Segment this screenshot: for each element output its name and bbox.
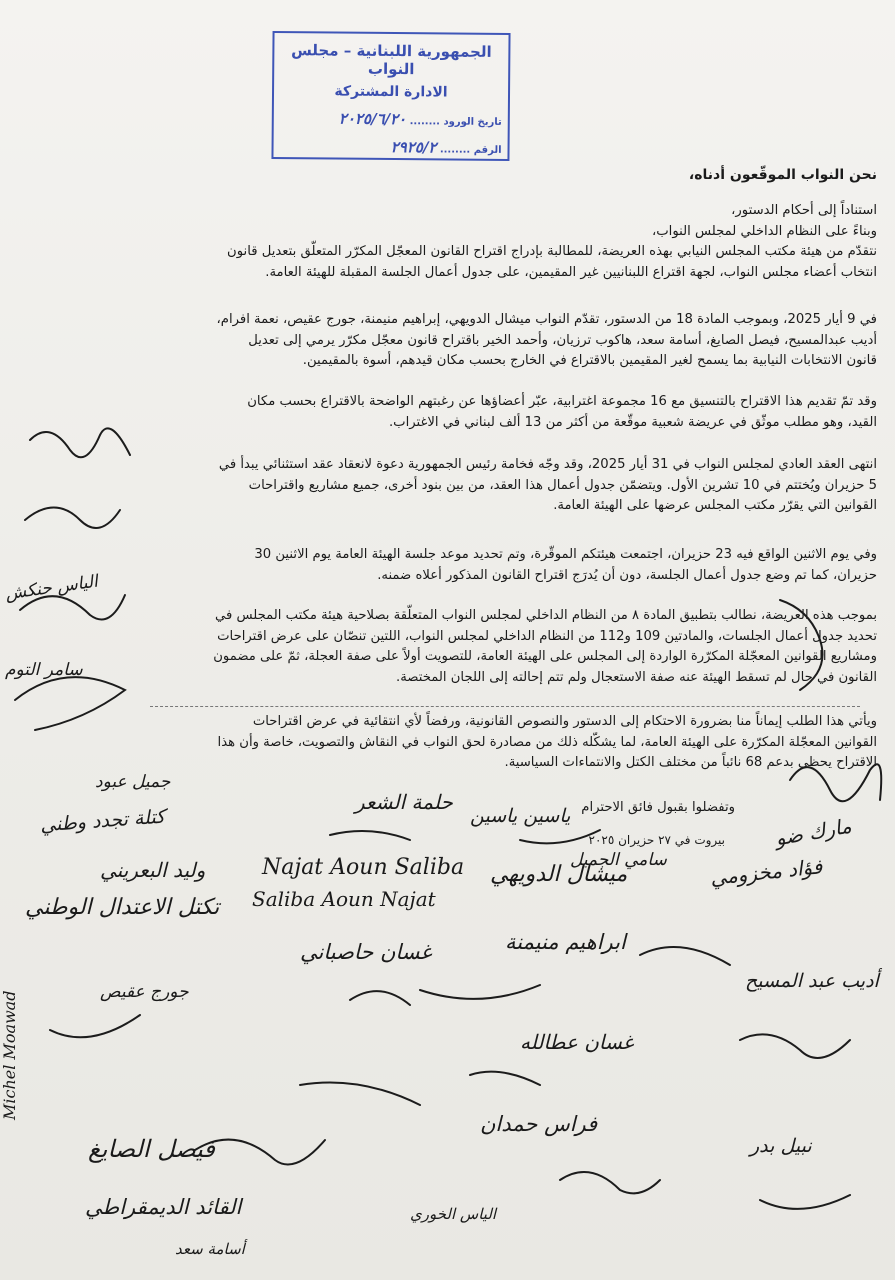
stamp-date-label: تاريخ الورود (443, 116, 502, 128)
stamp-number-value: ٢٩٢٥/٢ (390, 137, 437, 157)
text-line: انتخاب أعضاء مجلس النواب، لجهة اقتراع اللبنانيين غير المقيمين، على جدول أعمال الجلسة المقبلة للهيئة العامة. (265, 264, 877, 280)
signature: فيصل الصايغ (88, 1135, 215, 1163)
closing-line: وتفضلوا بقبول فائق الاحترام (581, 800, 735, 815)
stamp-number-row: الرقم ........ ٢٩٢٥/٢ (390, 137, 502, 157)
signature: جورج عقيص (100, 982, 189, 1002)
text-line: انتهى العقد العادي لمجلس النواب في 31 أيار 2025، وقد وجّه فخامة رئيس الجمهورية دعوة لانعقاد عقد استثنائي يبدأ في (218, 457, 877, 472)
text-line: في 9 أيار 2025، وبموجب المادة 18 من الدستور، تقدّم النواب ميشال الدويهي، إبراهيم منيمنة، جورج عقيص، نعمة افرام، (216, 312, 877, 327)
text-line: أديب عبدالمسيح، فيصل الصايغ، أسامة سعد، هاكوب ترزيان، وأحمد الخير باقتراح قانون معجّل مكرّر يرمي إلى تعديل (248, 332, 877, 348)
signature: كتلة تجدد وطني (39, 805, 166, 837)
signature: القائد الديمقراطي (85, 1195, 242, 1219)
letter-opening: نحن النواب الموقّعون أدناه، (688, 167, 877, 183)
signature: سامر التوم (5, 660, 83, 680)
signature: فراس حمدان (480, 1112, 598, 1136)
text-line: قانون الانتخابات النيابية بما يسمح لغير المقيمين بالاقتراع في الخارج بحسب مكان قيدهم، أسوة بالمقيمين. (302, 353, 877, 368)
signature: نبيل بدر (750, 1135, 812, 1157)
signature: Saliba Aoun Najat (252, 887, 436, 911)
text-line: وبناءً على النظام الداخلي لمجلس النواب، (651, 223, 877, 239)
stamp-number-label: الرقم (473, 144, 502, 156)
text-line: القانون في حال لم تسقط الهيئة عنه صفة الاستعجال ولم تتم إحالته إلى اللجان المختصة. (396, 669, 877, 685)
signature: فؤاد مخزومي (709, 854, 824, 890)
text-line: ويأتي هذا الطلب إيماناً منا بضرورة الاحتكام إلى الدستور والنصوص القانونية، ورفضاً لأي انتقائية في عرض اقتراحات (252, 714, 877, 729)
text-line: حزيران، كما تم وضع جدول أعمال الجلسة، دون أن يُدرَج اقتراح القانون المذكور أعلاه ضمنه. (377, 567, 877, 583)
text-line: وقد تمّ تقديم هذا الاقتراح بالتنسيق مع 16 مجموعة اغترابية، عبّر أعضاؤها عن رغبتهم الواضحة بالاقتراع بحسب مكان (247, 394, 877, 409)
text-line: الاقتراح يحظى بدعم 68 نائباً من مختلف الكتل والانتماءات السياسية. (504, 755, 877, 770)
text-line: 5 حزيران ويُختتم في 10 تشرين الأول. ويتضمّن جدول أعمال هذا العقد، من بين بنود أخرى، جميع مشاريع واقتراحات (248, 477, 877, 493)
text-line: ومشاريع القوانين المعجّلة المكرّرة الواردة إلى المجلس على الهيئة العامة، للتصويت أولاً على صفة العجلة، ثمّ على مضمون (213, 649, 877, 664)
signature: ابراهيم منيمنة (505, 930, 626, 954)
text-line: وفي يوم الاثنين الواقع فيه 23 حزيران، اجتمعت هيئتكم الموقّرة، وتم تحديد موعد جلسة الهيئة العامة يوم الاثنين 30 (254, 547, 877, 562)
signature: ميشال الدويهي (490, 862, 628, 887)
signature: تكتل الاعتدال الوطني (25, 895, 220, 920)
signature: أسامة سعد (175, 1240, 245, 1258)
signature: ياسين ياسين (470, 805, 571, 827)
signature: الياس الخوري (410, 1205, 497, 1223)
stamp-department: الادارة المشتركة (334, 83, 448, 101)
text-line: القوانين التي يقرّر مكتب المجلس عرضها على الهيئة العامة. (553, 498, 877, 513)
signature: جميل عبود (95, 772, 171, 792)
stamp-date-row: تاريخ الورود ........ ٢٠٢٥/٦/٢٠ (338, 109, 502, 129)
signature: مارك ضو (773, 813, 854, 851)
stamp-title: الجمهورية اللبنانية – مجلس النواب (291, 41, 492, 79)
text-line: نتقدّم من هيئة مكتب المجلس النيابي بهذه العريضة، للمطالبة بإدراج اقتراح القانون المعجّل المكرّر المتعلّق بتعديل قانون (227, 244, 877, 259)
signature: غسان عطالله (520, 1030, 634, 1054)
text-line: بموجب هذه العريضة، نطالب بتطبيق المادة ٨ من النظام الداخلي لمجلس النواب المتعلّقة بصلاحية هيئة مكتب المجلس في (214, 608, 877, 623)
stamp-date-value: ٢٠٢٥/٦/٢٠ (338, 109, 407, 129)
signature: حلمة الشعر (355, 790, 453, 814)
text-line: تحديد جدول أعمال الجلسات، والمادتين 109 و112 من النظام الداخلي لمجلس النواب، اللتين تنصّان على عرض اقتراحات (217, 628, 877, 644)
signature: غسان حاصباني (300, 940, 432, 964)
signature: الياس حنكش (4, 571, 100, 605)
text-line: القيد، وهو مطلب موثّق في عريضة شعبية موقّعة من أكثر من 13 ألف لبناني في الاغتراب. (388, 414, 877, 430)
place-date: بيروت في ٢٧ حزيران ٢٠٢٥ (588, 833, 725, 847)
text-line: استناداً إلى أحكام الدستور، (731, 203, 877, 218)
signature: أديب عبد المسيح (745, 970, 879, 992)
signature: وليد البعريني (100, 858, 206, 882)
text-line: القوانين المعجّلة المكرّرة على الهيئة العامة، لما يشكّله ذلك من مصادرة لحق النواب في النقاش والتصويت، خاصة وأن هذا (217, 734, 877, 750)
signature: Najat Aoun Saliba (262, 855, 465, 880)
signature: سامي الجميل (570, 850, 667, 870)
signature: Michel Moawad (0, 990, 19, 1120)
